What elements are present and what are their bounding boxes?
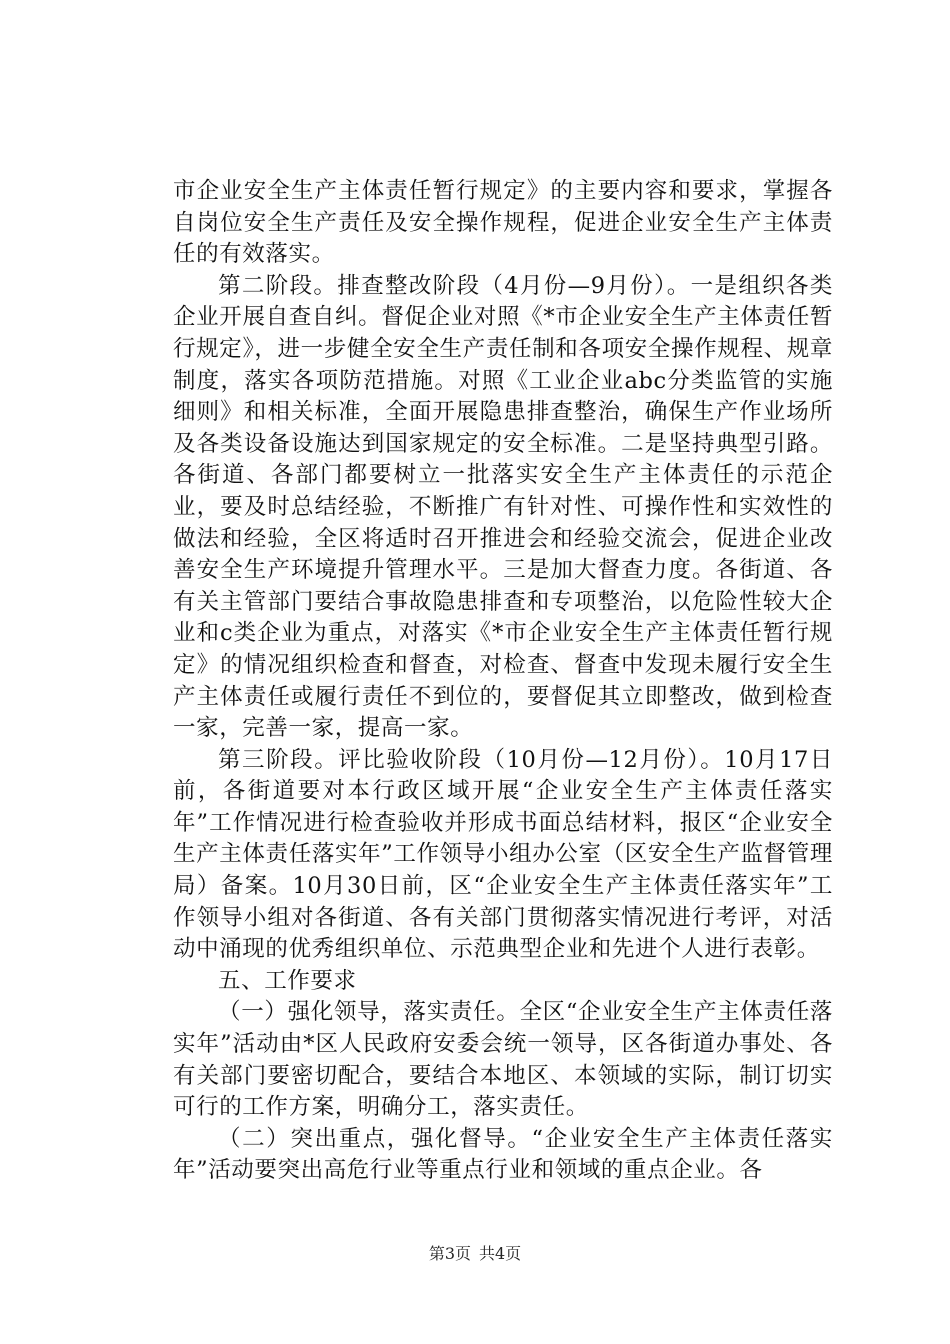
paragraph-requirement-1: （一）强化领导，落实责任。全区“企业安全生产主体责任落实年”活动由*区人民政府安委会统一领导，区各街道办事处、各有关部门要密切配合，要结合本地区、本领域的实际，制订切实可行的工作方案，明确分工，落实责任。 bbox=[173, 999, 833, 1121]
section-heading-work-requirements: 五、工作要求 bbox=[218, 967, 357, 994]
paragraph-requirement-2: （二）突出重点，强化督导。“企业安全生产主体责任落实年”活动要突出高危行业等重点行业和领域的重点企业。各 bbox=[173, 1125, 833, 1184]
page-footer bbox=[0, 1244, 950, 1264]
document-body bbox=[173, 176, 833, 1187]
paragraph-stage1-continuation: 市企业安全生产主体责任暂行规定》的主要内容和要求，掌握各自岗位安全生产责任及安全操作规程，促进企业安全生产主体责任的有效落实。 bbox=[173, 178, 833, 268]
paragraph-stage2: 第二阶段。排查整改阶段（4月份—9月份）。一是组织各类企业开展自查自纠。督促企业对照《*市企业安全生产主体责任暂行规定》，进一步健全安全生产责任制和各项安全操作规程、规章制度，落实各项防范措施。对照《工业企业abc分类监管的实施细则》和相关标准，全面开展隐患排查整治，确保生产作业场所及各类设备设施达到国家规定的安全标准。二是坚持典型引路。各街道、各部门都要树立一批落实安全生产主体责任的示范企业，要及时总结经验，不断推广有针对性、可操作性和实效性的做法和经验，全区将适时召开推进会和经验交流会，促进企业改善安全生产环境提升管理水平。三是加大督查力度。各街道、各有关主管部门要结合事故隐患排查和专项整治，以危险性较大企业和c类企业为重点，对落实《*市企业安全生产主体责任暂行规定》的情况组织检查和督查，对检查、督查中发现未履行安全生产主体责任或履行责任不到位的，要督促其立即整改，做到检查一家，完善一家，提高一家。 bbox=[173, 272, 833, 742]
page-number: 第3页 bbox=[428, 1244, 471, 1263]
page-total: 共4页 bbox=[479, 1244, 522, 1263]
paragraph-stage3: 第三阶段。评比验收阶段（10月份—12月份）。10月17日前，各街道要对本行政区域开展“企业安全生产主体责任落实年”工作情况进行检查验收并形成书面总结材料，报区“企业安全生产主体责任落实年”工作领导小组办公室（区安全生产监督管理局）备案。10月30日前，区“企业安全生产主体责任落实年”工作领导小组对各街道、各有关部门贯彻落实情况进行考评，对活动中涌现的优秀组织单位、示范典型企业和先进个人进行表彰。 bbox=[173, 746, 833, 963]
